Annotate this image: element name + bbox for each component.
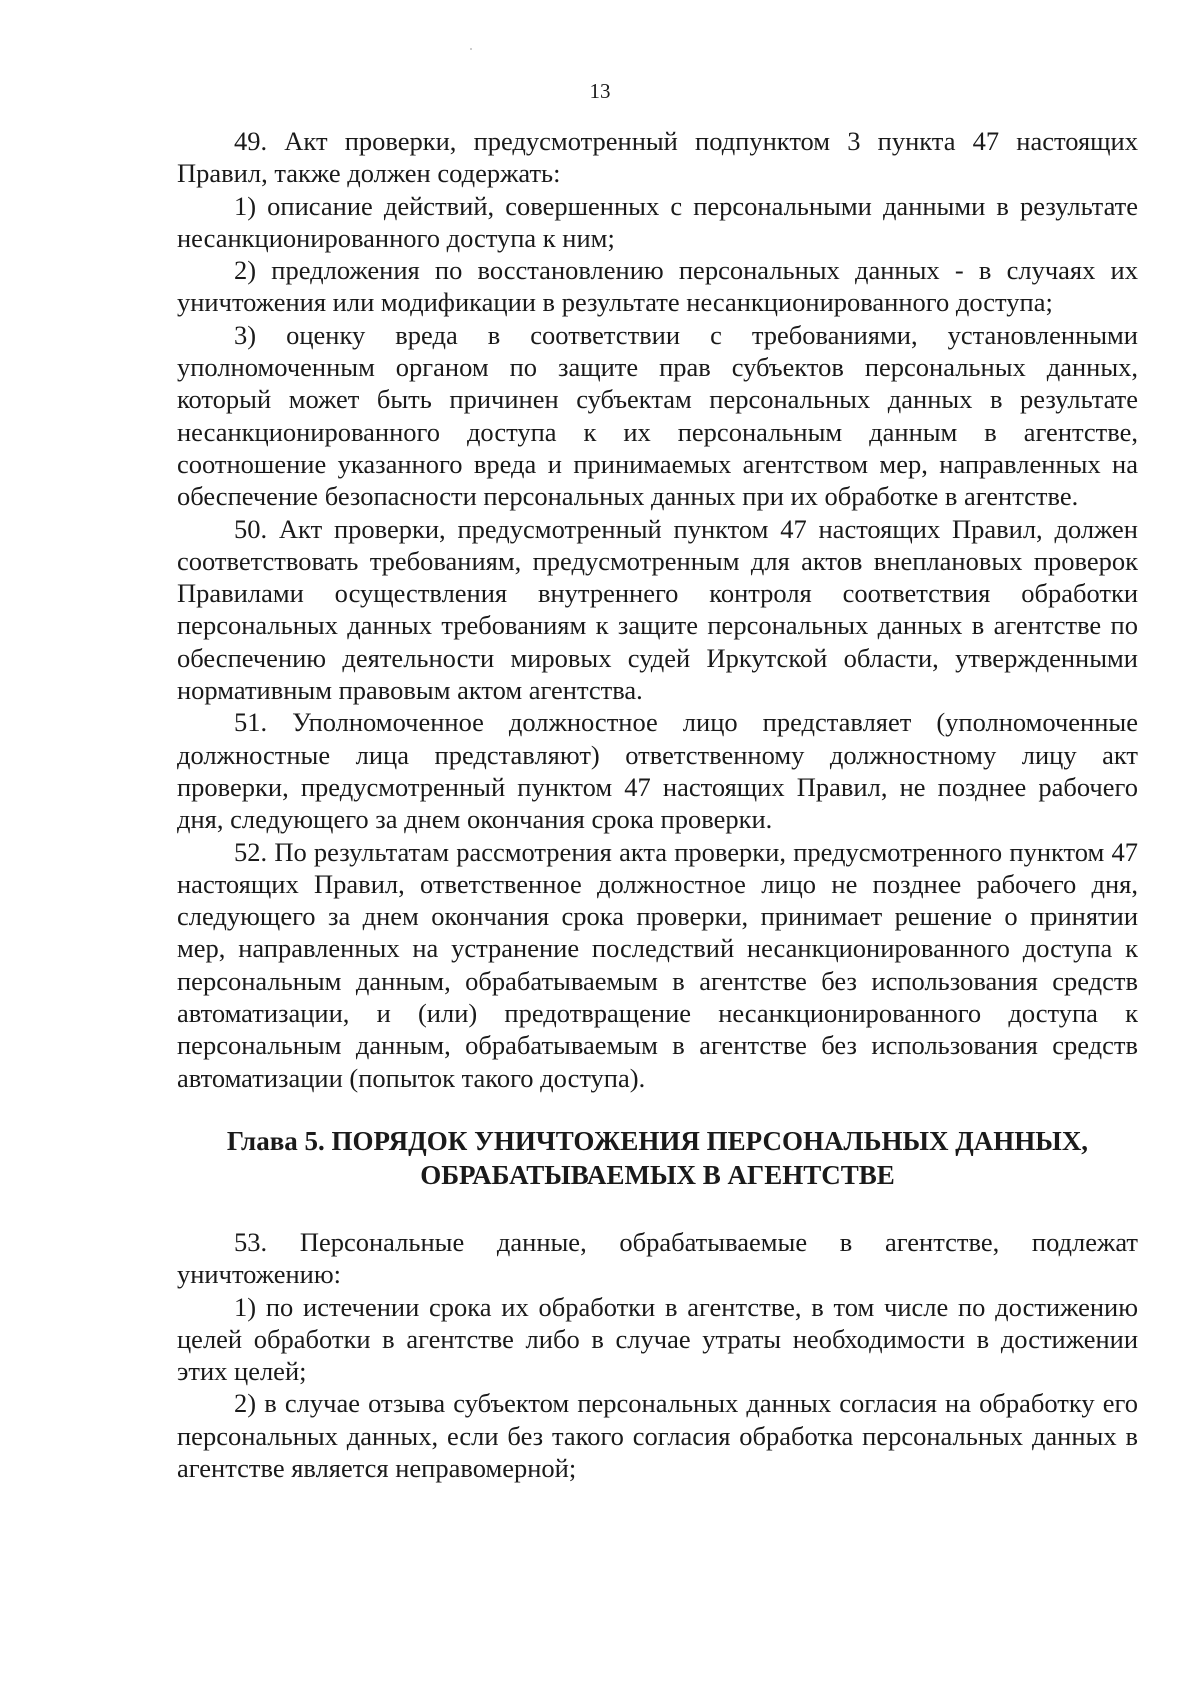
paragraph-53-item-2: 2) в случае отзыва субъектом персональных данных согласия на обработку его персональных данных, если без такого согласия обработка персональных данных в агентстве является неправомерной; xyxy=(177,1388,1138,1483)
text-column xyxy=(177,125,1138,1484)
paragraph-49: 49. Акт проверки, предусмотренный подпунктом 3 пункта 47 настоящих Правил, также должен содержать: xyxy=(177,126,1138,189)
page-number: 13 xyxy=(589,79,611,103)
paragraph-53-item-1: 1) по истечении срока их обработки в агентстве, в том числе по достижению целей обработки в агентстве либо в случае утраты необходимости в достижении этих целей; xyxy=(177,1291,1138,1387)
paragraph-50: 50. Акт проверки, предусмотренный пунктом 47 настоящих Правил, должен соответствовать требованиям, предусмотренным для актов внеплановых проверок Правилами осуществления внутреннего контроля соответствия обработки персональных данных требованиям к защите персональных данных в агентстве по обеспечению деятельности мировых судей Иркутской области, утвержденными нормативным правовым актом агентства. xyxy=(177,513,1138,706)
paragraph-49-item-2: 2) предложения по восстановлению персональных данных - в случаях их уничтожения или модификации в результате несанкционированного доступа; xyxy=(177,255,1138,318)
chapter-heading-line-2: ОБРАБАТЫВАЕМЫХ В АГЕНТСТВЕ xyxy=(420,1159,895,1190)
paragraph-49-item-3: 3) оценку вреда в соответствии с требованиями, установленными уполномоченным органом по защите прав субъектов персональных данных, который может быть причинен субъектам персональных данных в результате несанкционированного доступа к их персональным данным в агентстве, соотношение указанного вреда и принимаемых агентством мер, направленных на обеспечение безопасности персональных данных при их обработке в агентстве. xyxy=(177,319,1138,512)
paragraph-53: 53. Персональные данные, обрабатываемые в агентстве, подлежат уничтожению: xyxy=(177,1226,1138,1290)
paragraph-52: 52. По результатам рассмотрения акта проверки, предусмотренного пунктом 47 настоящих Правил, ответственное должностное лицо не позднее рабочего дня, следующего за днем окончания срока проверки, принимает решение о принятии мер, направленных на устранение последствий несанкционированного доступа к персональным данным, обрабатываемым в агентстве без использования средств автоматизации, и (или) предотвращение несанкционированного доступа к персональным данным, обрабатываемым в агентстве без использования средств автоматизации (попыток такого доступа). xyxy=(177,836,1138,1093)
chapter-heading-line-1: Глава 5. ПОРЯДОК УНИЧТОЖЕНИЯ ПЕРСОНАЛЬНЫХ ДАННЫХ, xyxy=(226,1125,1089,1156)
chapter-heading xyxy=(177,1124,1138,1192)
paragraph-49-item-1: 1) описание действий, совершенных с персональными данными в результате несанкционированного доступа к ним; xyxy=(177,190,1138,253)
scan-speck xyxy=(470,48,472,50)
paragraph-51: 51. Уполномоченное должностное лицо представляет (уполномоченные должностные лица представляют) ответственному должностному лицу акт проверки, предусмотренный пунктом 47 настоящих Правил, не позднее рабочего дня, следующего за днем окончания срока проверки. xyxy=(177,707,1138,835)
